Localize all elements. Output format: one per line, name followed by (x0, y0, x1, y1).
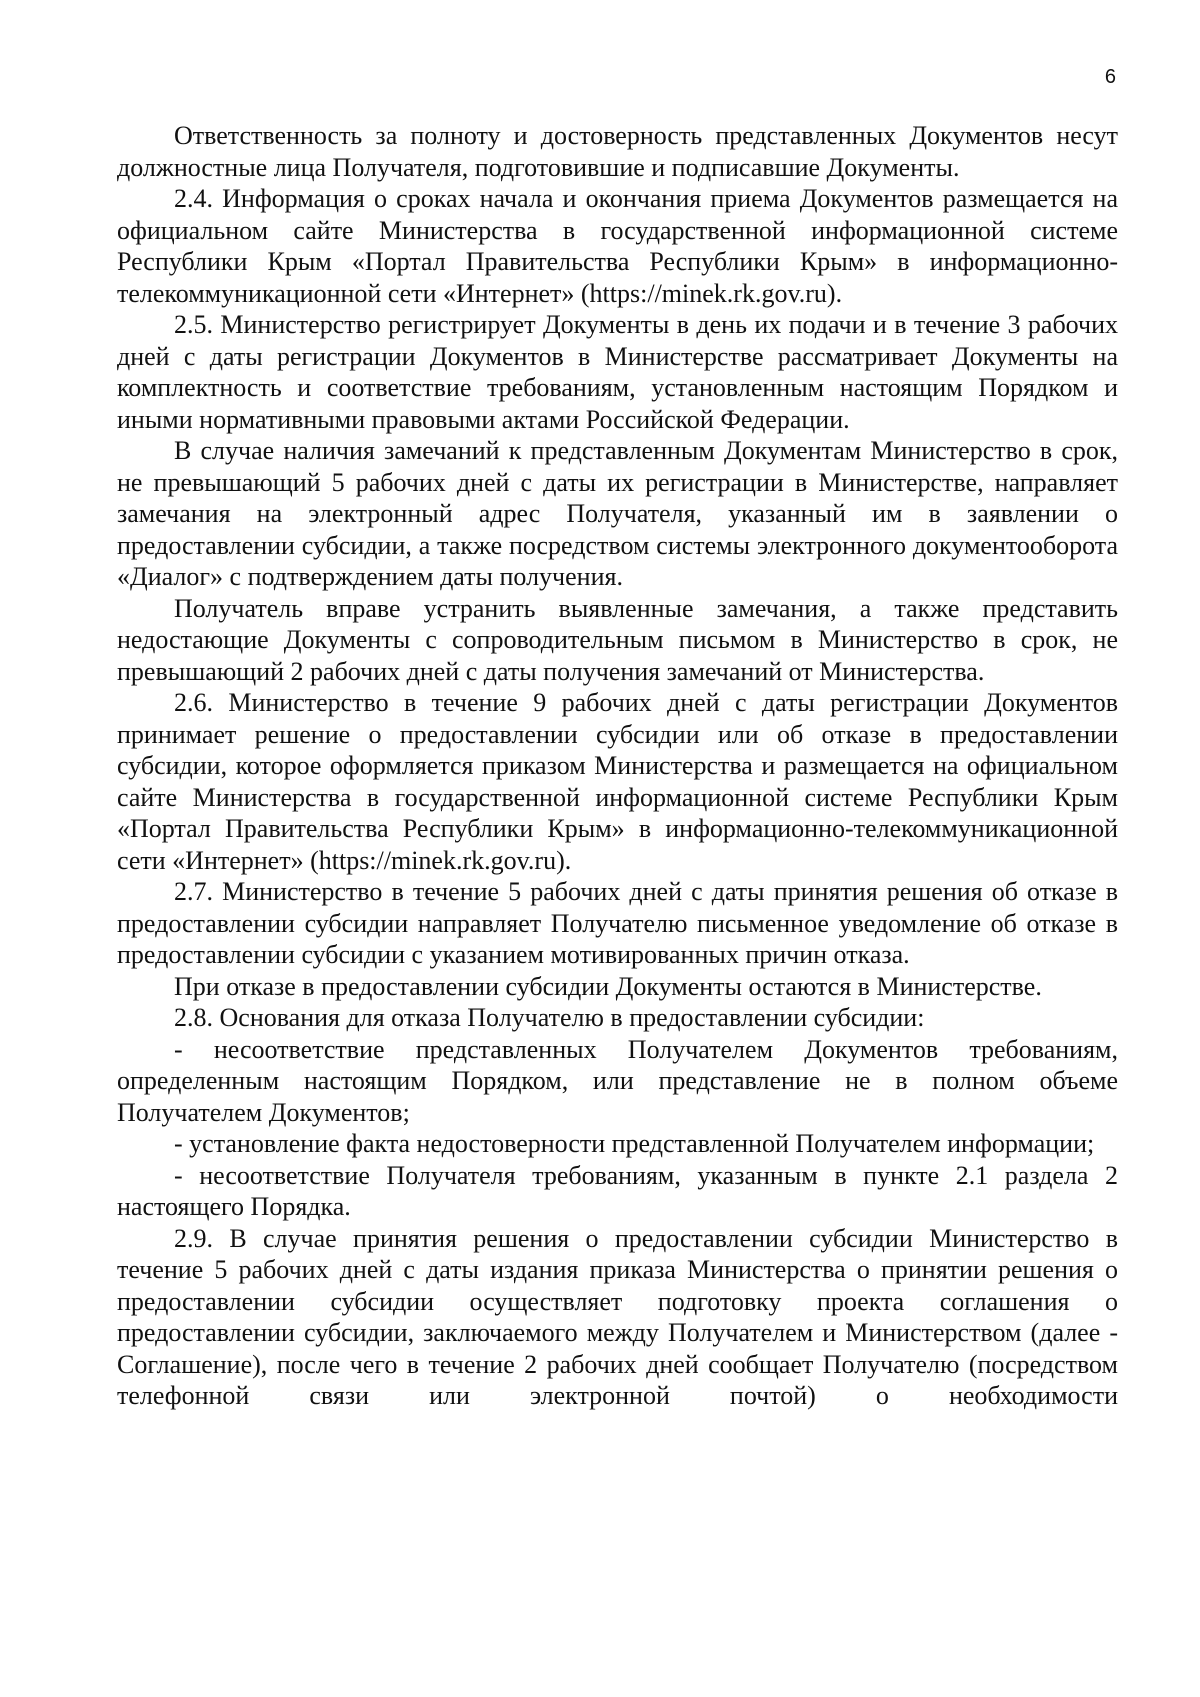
document-body (117, 120, 1118, 1412)
paragraph-2-9: 2.9. В случае принятия решения о предоставлении субсидии Министерство в течение 5 рабочих дней с даты издания приказа Министерства о принятии решения о предоставлении субсидии осуществляет подготовку проекта соглашения о предоставлении субсидии, заключаемого между Получателем и Министерством (далее - Соглашение), после чего в течение 2 рабочих дней сообщает Получателю (посредством телефонной связи или электронной почтой) о необходимости (117, 1223, 1118, 1410)
paragraph-2-4: 2.4. Информация о сроках начала и окончания приема Документов размещается на официальном сайте Министерства в государственной информационной системе Республики Крым «Портал Правительства Республики Крым» в информационно-телекоммуникационной сети «Интернет» (https://minek.rk.gov.ru). (117, 184, 1118, 308)
paragraph-2-7: 2.7. Министерство в течение 5 рабочих дней с даты принятия решения об отказе в предоставлении субсидии направляет Получателю письменное уведомление об отказе в предоставлении субсидии с указанием мотивированных причин отказа. (117, 877, 1118, 969)
paragraph-recipient-rights: Получатель вправе устранить выявленные замечания, а также представить недостающие Документы с сопроводительным письмом в Министерство в срок, не превышающий 2 рабочих дней с даты получения замечаний от Министерства. (117, 593, 1118, 686)
list-item-unreliable-information: - установление факта недостоверности представленной Получателем информации; (174, 1129, 1095, 1158)
page-number: 6 (1104, 66, 1116, 88)
paragraph-2-8: 2.8. Основания для отказа Получателю в предоставлении субсидии: (174, 1003, 925, 1032)
paragraph-2-5: 2.5. Министерство регистрирует Документы в день их подачи и в течение 3 рабочих дней с даты регистрации Документов в Министерстве рассматривает Документы на комплектность и соответствие требованиям, установленным настоящим Порядком и иными нормативными правовыми актами Российской Федерации. (117, 310, 1118, 434)
paragraph-responsibility: Ответственность за полноту и достоверность представленных Документов несут должностные лица Получателя, подготовившие и подписавшие Документы. (117, 121, 1118, 182)
list-item-noncompliance-recipient: - несоответствие Получателя требованиям, указанным в пункте 2.1 раздела 2 настоящего Порядка. (117, 1160, 1118, 1221)
paragraph-2-6: 2.6. Министерство в течение 9 рабочих дней с даты регистрации Документов принимает решение о предоставлении субсидии или об отказе в предоставлении субсидии, которое оформляется приказом Министерства и размещается на официальном сайте Министерства в государственной информационной системе Республики Крым «Портал Правительства Республики Крым» в информационно-телекоммуникационной сети «Интернет» (https://minek.rk.gov.ru). (117, 688, 1118, 875)
paragraph-refusal-documents: При отказе в предоставлении субсидии Документы остаются в Министерстве. (174, 971, 1042, 1001)
list-item-noncompliance-documents: - несоответствие представленных Получателем Документов требованиям, определенным настоящим Порядком, или представление не в полном объеме Получателем Документов; (117, 1034, 1118, 1127)
paragraph-remarks: В случае наличия замечаний к представленным Документам Министерство в срок, не превышающий 5 рабочих дней с даты их регистрации в Министерстве, направляет замечания на электронный адрес Получателя, указанный им в заявлении о предоставлении субсидии, а также посредством системы электронного документооборота «Диалог» с подтверждением даты получения. (117, 436, 1118, 591)
